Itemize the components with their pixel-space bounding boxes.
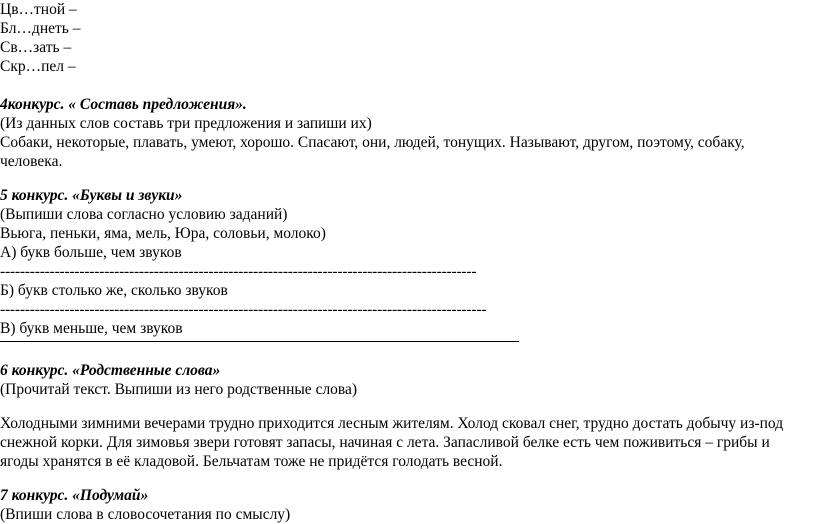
answer-dash-line-a: ------------------------------------------------------------------------------------------------ — [0, 263, 477, 280]
answer-underline-c — [0, 341, 519, 342]
contest4-title: 4конкурс. « Составь предложения». — [0, 96, 247, 113]
word-line-2: Бл…днеть – — [0, 20, 81, 37]
contest5-task-b: Б) букв столько же, сколько звуков — [0, 282, 228, 299]
contest7-instruction: (Впиши слова в словосочетания по смыслу) — [0, 506, 291, 523]
contest7-title: 7 конкурс. «Подумай» — [0, 487, 149, 504]
contest5-task-a: А) букв больше, чем звуков — [0, 244, 182, 261]
contest6-text-line-3: ягоды хранятся в её кладовой. Бельчатам тоже не придётся голодать весной. — [0, 453, 503, 470]
contest4-instruction: (Из данных слов составь три предложения и запиши их) — [0, 115, 372, 132]
word-line-4: Скр…пел – — [0, 58, 76, 75]
contest6-title: 6 конкурс. «Родственные слова» — [0, 362, 221, 379]
contest6-text-line-2: снежной корки. Для зимовья звери готовят запасы, начиная с лета. Запасливой белке есть чем поживиться – грибы и — [0, 434, 770, 451]
contest5-words: Вьюга, пеньки, яма, мель, Юра, соловьи, молоко) — [0, 225, 326, 242]
contest5-instruction: (Выпиши слова согласно условию заданий) — [0, 206, 288, 223]
word-line-3: Св…зать – — [0, 39, 72, 56]
contest4-text-line-2: человека. — [0, 153, 63, 170]
contest6-instruction: (Прочитай текст. Выпиши из него родственные слова) — [0, 381, 358, 398]
contest5-title: 5 конкурс. «Буквы и звуки» — [0, 187, 183, 204]
word-line-1: Цв…тной – — [0, 1, 77, 18]
contest6-text-line-1: Холодными зимними вечерами трудно приходится лесным жителям. Холод сковал снег, трудно достать добычу из-под — [0, 415, 784, 432]
contest5-task-c: В) букв меньше, чем звуков — [0, 320, 183, 337]
contest4-text-line-1: Собаки, некоторые, плавать, умеют, хорошо. Спасают, они, людей, тонущих. Называют, другом, поэтому, собаку, — [0, 134, 745, 151]
answer-dash-line-b: -------------------------------------------------------------------------------------------------- — [0, 301, 487, 318]
